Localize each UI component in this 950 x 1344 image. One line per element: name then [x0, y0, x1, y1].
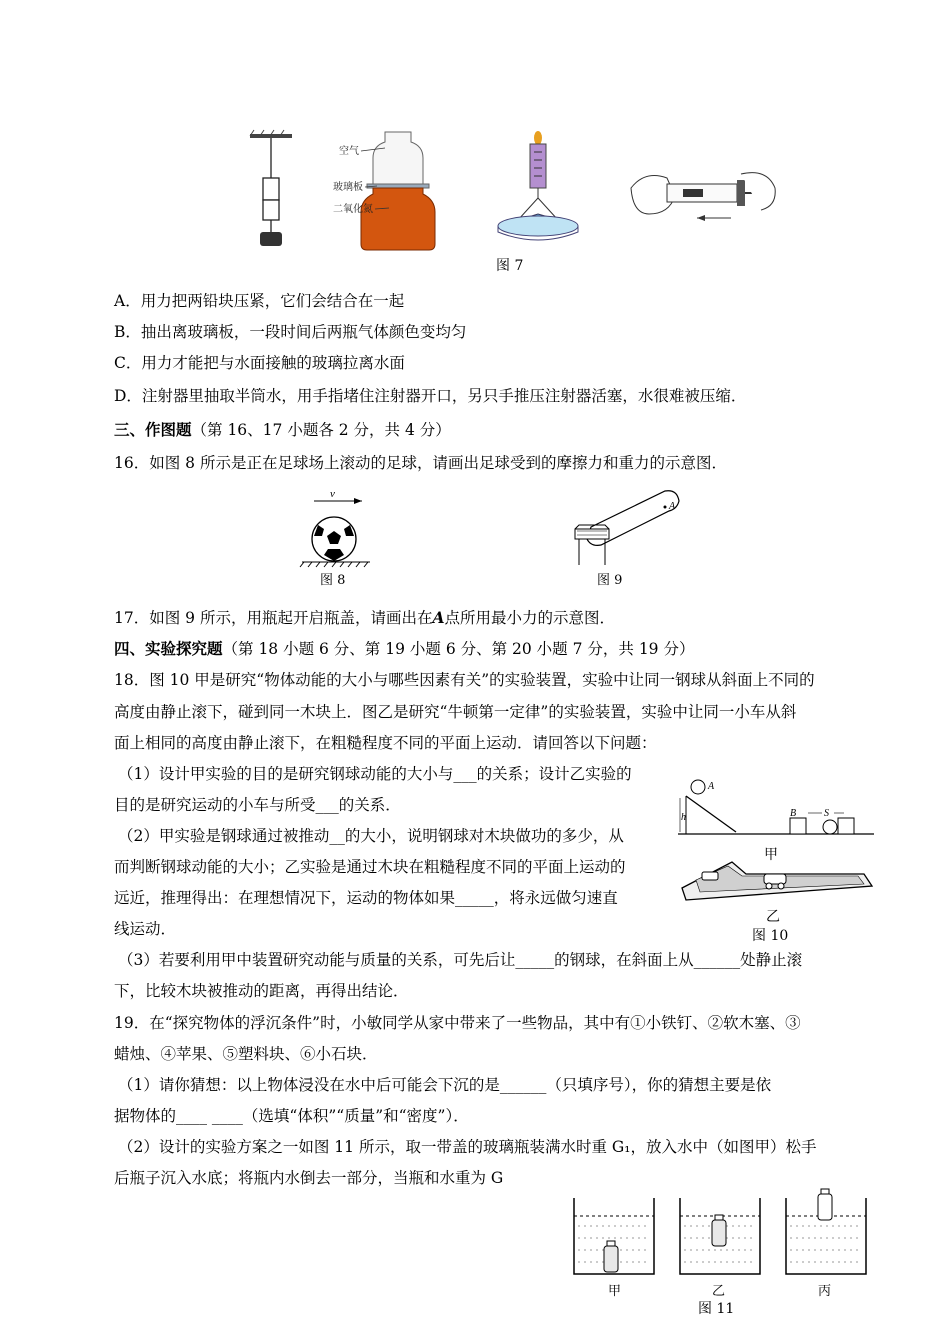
figure-9 — [565, 485, 685, 588]
figure-10-caption: 图 10 — [752, 928, 789, 944]
q19-intro-line-1: 19．在“探究物体的浮沉条件”时，小敏同学从家中带来了一些物品，其中有①小铁钉、②软木塞、③ — [114, 1014, 801, 1032]
option-b: B．抽出离玻璃板，一段时间后两瓶气体颜色变均匀 — [114, 323, 467, 341]
question-17-after: 点所用最小力的示意图． — [444, 609, 615, 627]
q19-p2-line-1: （2）设计的实验方案之一如图 11 所示，取一带盖的玻璃瓶装满水时重 G₁，放入水中（如图甲）松手 — [118, 1138, 817, 1156]
label-jia: 甲 — [608, 1284, 622, 1299]
figure-9-caption: 图 9 — [597, 573, 623, 588]
q18-intro-line-2: 高度由静止滚下，碰到同一木块上．图乙是研究“牛顿第一定律”的实验装置，实验中让同一小车从斜 — [114, 703, 797, 721]
label-air: 空气 — [339, 146, 359, 157]
figure-8 — [296, 485, 376, 588]
q18-p3-line-1: （3）若要利用甲中装置研究动能与质量的关系，可先后让_____的钢球，在斜面上从______处静止滚 — [118, 951, 803, 969]
q19-p1-line-2: 据物体的____ ____（选填“体积”“质量”和“密度”）． — [114, 1107, 469, 1125]
figure-7 — [238, 128, 798, 274]
q18-intro-line-3: 面上相同的高度由静止滚下，在粗糙程度不同的平面上运动．请回答以下问题： — [114, 734, 657, 752]
q18-p1-line-1: （1）设计甲实验的目的是研究钢球动能的大小与___的关系；设计乙实验的 — [118, 765, 632, 783]
figure-11-drawing — [568, 1186, 878, 1286]
figure-8-caption: 图 8 — [320, 573, 346, 588]
label-S: S — [824, 808, 829, 819]
velocity-label: v — [330, 488, 335, 500]
label-yi: 乙 — [766, 909, 780, 925]
figure-10 — [676, 776, 876, 946]
section-4-title: 四、实验探究题 — [114, 639, 223, 658]
q18-p2-line-1: （2）甲实验是钢球通过被推动__的大小，说明钢球对木块做功的多少，从 — [118, 827, 624, 845]
figure-11 — [568, 1186, 878, 1336]
section-3-heading — [114, 420, 451, 440]
question-17 — [114, 608, 615, 628]
q18-p2-line-2: 而判断钢球动能的大小；乙实验是通过木块在粗糙程度不同的平面上运动的 — [114, 858, 626, 876]
label-no2: 二氧化氮 — [333, 204, 373, 215]
q18-p2-line-4: 线运动． — [114, 920, 177, 938]
q18-intro-line-1: 18．图 10 甲是研究“物体动能的大小与哪些因素有关”的实验装置，实验中让同一钢球从斜面上不同的 — [114, 671, 815, 689]
figure-7-caption: 图 7 — [496, 258, 524, 274]
label-glass-plate: 玻璃板 — [333, 182, 363, 193]
option-c: C．用力才能把与水面接触的玻璃拉离水面 — [114, 354, 405, 372]
point-a-label: A — [669, 501, 676, 512]
label-A: A — [708, 781, 715, 792]
label-bing: 丙 — [818, 1284, 832, 1299]
lead-blocks-illustration — [246, 128, 296, 253]
section-4-note: （第 18 小题 6 分、第 19 小题 6 分、第 20 小题 7 分，共 19 分） — [222, 640, 695, 658]
bottle-opener-illustration — [565, 485, 685, 575]
syringe-illustration — [623, 158, 783, 283]
q19-intro-line-2: 蜡烛、④苹果、⑤塑料块、⑥小石块． — [114, 1045, 378, 1063]
soccer-ball-illustration — [296, 485, 376, 575]
label-jia: 甲 — [764, 847, 778, 863]
question-17-point: A — [432, 608, 445, 627]
option-d: D．注射器里抽取半筒水，用手指堵住注射器开口，另只手推压注射器活塞，水很难被压缩． — [114, 387, 747, 405]
section-3-note: （第 16、17 小题各 2 分，共 4 分） — [191, 421, 451, 439]
q18-p2-line-3: 远近，推理得出：在理想情况下，运动的物体如果_____，将永远做匀速直 — [114, 889, 618, 907]
q19-p1-line-1: （1）请你猜想：以上物体浸没在水中后可能会下沉的是______（只填序号），你的猜想主要是依 — [118, 1076, 772, 1094]
label-yi: 乙 — [712, 1284, 726, 1299]
label-h: h — [681, 812, 686, 823]
label-B: B — [790, 808, 797, 819]
section-3-title: 三、作图题 — [114, 420, 192, 439]
question-17-before: 17．如图 9 所示，用瓶起开启瓶盖，请画出在 — [114, 609, 433, 627]
q18-p3-line-2: 下，比较木块被推动的距离，再得出结论． — [114, 982, 409, 1000]
q18-p1-line-2: 目的是研究运动的小车与所受___的关系． — [114, 796, 401, 814]
gas-bottles-illustration — [333, 128, 463, 253]
option-a: A．用力把两铅块压紧，它们会结合在一起 — [114, 292, 405, 310]
section-4-heading — [114, 639, 694, 659]
spring-scale-illustration — [490, 128, 590, 253]
question-16: 16．如图 8 所示是正在足球场上滚动的足球，请画出足球受到的摩擦力和重力的示意图． — [114, 454, 727, 472]
figure-11-caption: 图 11 — [698, 1301, 735, 1317]
q19-p2-line-2: 后瓶子沉入水底；将瓶内水倒去一部分，当瓶和水重为 G — [114, 1169, 504, 1187]
